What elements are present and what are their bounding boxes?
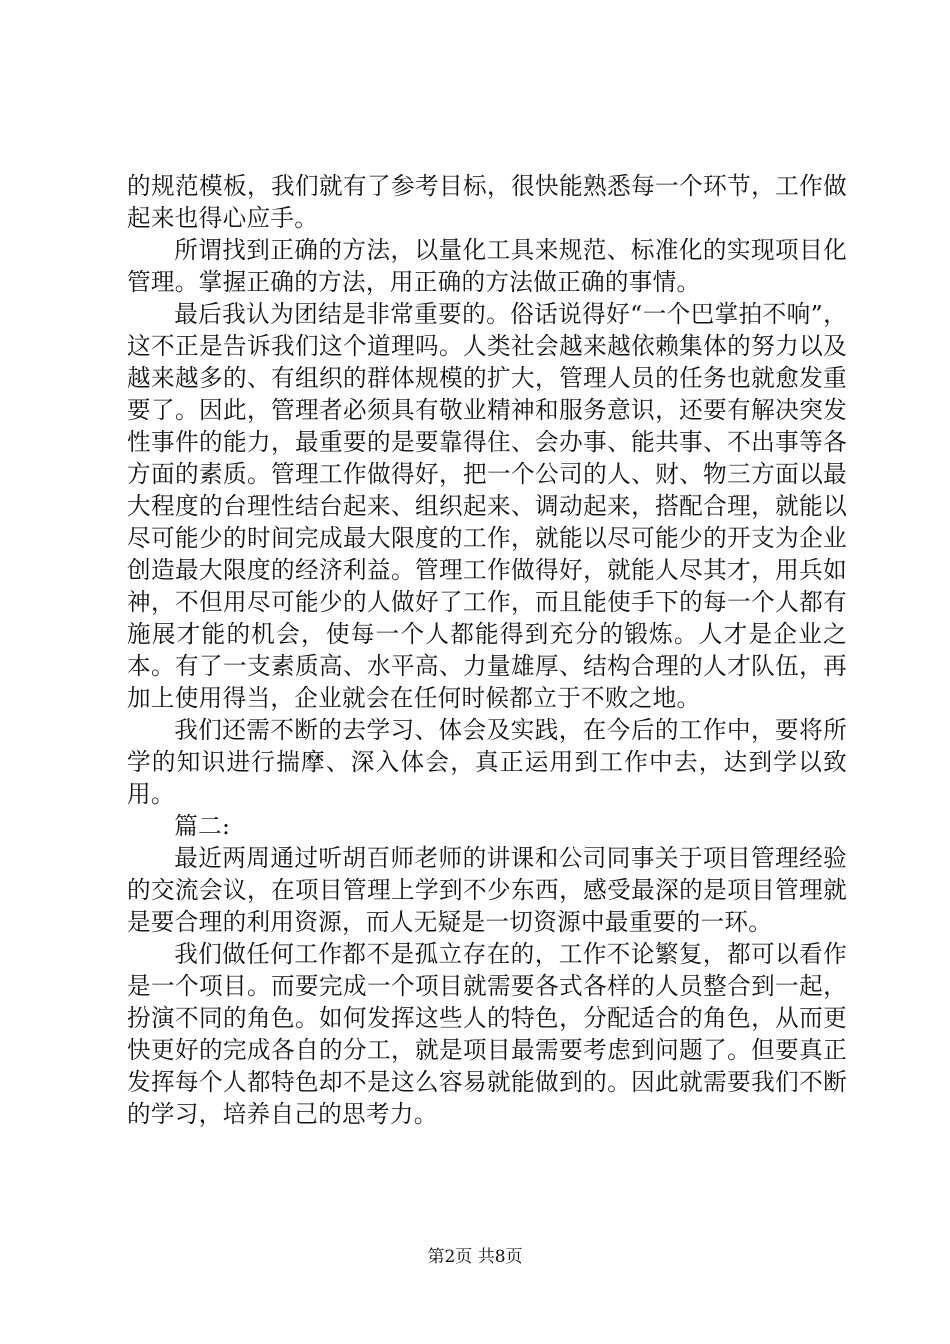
page-number-label: 第2页 共8页 [427,1247,523,1267]
document-body [127,170,847,1130]
paragraph-6: 最近两周通过听胡百师老师的讲课和公司同事关于项目管理经验的交流会议，在项目管理上学到不少东西，感受最深的是项目管理就是要合理的利用资源，而人无疑是一切资源中最重要的一环。 [127,844,847,936]
paragraph-4: 我们还需不断的去学习、体会及实践，在今后的工作中，要将所学的知识进行揣摩、深入体会，真正运用到工作中去，达到学以致用。 [127,716,847,808]
paragraph-2: 所谓找到正确的方法，以量化工具来规范、标准化的实现项目化管理。掌握正确的方法，用正确的方法做正确的事情。 [127,236,847,296]
paragraph-7: 我们做任何工作都不是孤立存在的，工作不论繁复，都可以看作是一个项目。而要完成一个项目就需要各式各样的人员整合到一起，扮演不同的角色。如何发挥这些人的特色，分配适合的角色，从而更快更好的完成各自的分工，就是项目最需要考虑到问题了。但要真正发挥每个人都特色却不是这么容易就能做到的。因此就需要我们不断的学习，培养自己的思考力。 [127,940,847,1128]
section-heading-part-two: 篇二: [174,812,231,840]
page-footer [0,1247,950,1267]
paragraph-1: 的规范模板，我们就有了参考目标，很快能熟悉每一个环节，工作做起来也得心应手。 [127,172,847,232]
paragraph-3: 最后我认为团结是非常重要的。俗话说得好“一个巴掌拍不响”，这不正是告诉我们这个道理吗。人类社会越来越依赖集体的努力以及越来越多的、有组织的群体规模的扩大，管理人员的任务也就愈发重要了。因此，管理者必须具有敬业精神和服务意识，还要有解决突发性事件的能力，最重要的是要靠得住、会办事、能共事、不出事等各方面的素质。管理工作做得好，把一个公司的人、财、物三方面以最大程度的台理性结台起来、组织起来、调动起来，搭配合理，就能以尽可能少的时间完成最大限度的工作，就能以尽可能少的开支为企业创造最大限度的经济利益。管理工作做得好，就能人尽其才，用兵如神，不但用尽可能少的人做好了工作，而且能使手下的每一个人都有施展才能的机会，使每一个人都能得到充分的锻炼。人才是企业之本。有了一支素质高、水平高、力量雄厚、结构合理的人才队伍，再加上使用得当，企业就会在任何时候都立于不败之地。 [127,300,847,712]
